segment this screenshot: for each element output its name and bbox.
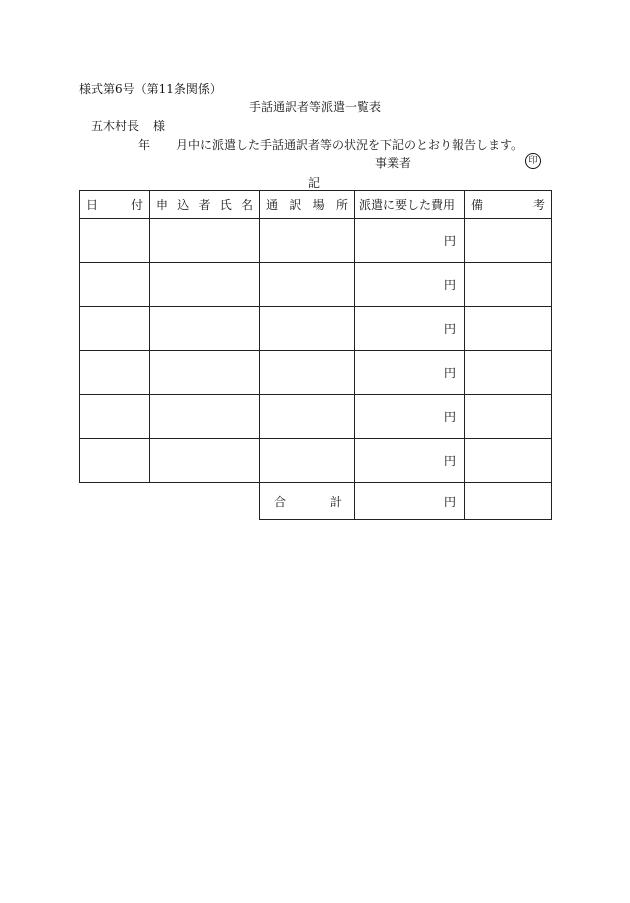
yen-unit: 円 <box>443 494 456 509</box>
yen-unit: 円 <box>443 366 456 380</box>
applicant-cell[interactable] <box>150 351 260 395</box>
header-char: 日 <box>86 198 99 212</box>
total-label-cell <box>260 483 355 520</box>
cost-cell[interactable] <box>355 219 465 263</box>
column-header <box>260 191 355 219</box>
cost-cell[interactable] <box>355 395 465 439</box>
applicant-cell[interactable] <box>150 219 260 263</box>
column-header <box>80 191 150 219</box>
addressee-name: 五木村長 <box>91 119 140 133</box>
location-cell[interactable] <box>260 307 355 351</box>
form-number: 様式第6号（第11条関係） <box>79 82 222 96</box>
date-cell[interactable] <box>80 395 150 439</box>
date-cell[interactable] <box>80 307 150 351</box>
yen-unit: 円 <box>443 410 456 424</box>
report-text: 月中に派遣した手話通訳者等の状況を下記のとおり報告します。 <box>176 138 524 152</box>
yen-unit: 円 <box>443 278 456 292</box>
header-text: 派遣に要した費用 <box>359 198 456 212</box>
cost-cell[interactable] <box>355 351 465 395</box>
column-header <box>150 191 260 219</box>
report-sentence <box>138 136 523 153</box>
yen-unit: 円 <box>443 234 456 248</box>
location-cell[interactable] <box>260 219 355 263</box>
date-cell[interactable] <box>80 351 150 395</box>
seal-mark: 印 <box>525 153 541 169</box>
applicant-cell[interactable] <box>150 395 260 439</box>
header-char: 申 <box>156 198 169 212</box>
table-row <box>80 263 552 307</box>
header-char: 場 <box>312 198 325 212</box>
header-char: 込 <box>177 198 190 212</box>
header-char: 考 <box>532 198 545 212</box>
header-char: 名 <box>240 198 253 212</box>
record-heading: 記 <box>308 176 321 190</box>
header-char: 所 <box>335 198 348 212</box>
table-row <box>80 439 552 483</box>
table-row <box>80 219 552 263</box>
total-row <box>80 483 552 520</box>
table-row <box>80 395 552 439</box>
total-cost-cell[interactable] <box>355 483 465 520</box>
total-label-char: 合 <box>274 494 287 509</box>
remarks-cell[interactable] <box>465 351 552 395</box>
year-unit: 年 <box>138 138 151 152</box>
total-remarks-cell[interactable] <box>465 483 552 520</box>
remarks-cell[interactable] <box>465 395 552 439</box>
remarks-cell[interactable] <box>465 263 552 307</box>
table-header-row <box>80 191 552 219</box>
date-cell[interactable] <box>80 263 150 307</box>
addressee <box>91 117 165 134</box>
cost-cell[interactable] <box>355 263 465 307</box>
remarks-cell[interactable] <box>465 219 552 263</box>
header-char: 者 <box>198 198 211 212</box>
cost-cell[interactable] <box>355 307 465 351</box>
header-char: 訳 <box>289 198 302 212</box>
table-row <box>80 351 552 395</box>
header-char: 氏 <box>219 198 232 212</box>
location-cell[interactable] <box>260 439 355 483</box>
addressee-honorific: 様 <box>153 119 166 133</box>
date-cell[interactable] <box>80 439 150 483</box>
dispatch-table <box>79 190 552 520</box>
operator-label: 事業者 <box>375 156 412 170</box>
yen-unit: 円 <box>443 322 456 336</box>
column-header <box>355 191 465 219</box>
location-cell[interactable] <box>260 263 355 307</box>
cost-cell[interactable] <box>355 439 465 483</box>
total-row-spacer <box>80 483 260 520</box>
date-cell[interactable] <box>80 219 150 263</box>
column-header <box>465 191 552 219</box>
remarks-cell[interactable] <box>465 439 552 483</box>
applicant-cell[interactable] <box>150 307 260 351</box>
applicant-cell[interactable] <box>150 263 260 307</box>
remarks-cell[interactable] <box>465 307 552 351</box>
header-char: 付 <box>130 198 143 212</box>
header-char: 備 <box>471 198 484 212</box>
applicant-cell[interactable] <box>150 439 260 483</box>
yen-unit: 円 <box>443 454 456 468</box>
location-cell[interactable] <box>260 351 355 395</box>
header-char: 通 <box>266 198 279 212</box>
document-title: 手話通訳者等派遣一覧表 <box>248 100 381 114</box>
table-row <box>80 307 552 351</box>
total-label-char: 計 <box>329 494 342 509</box>
location-cell[interactable] <box>260 395 355 439</box>
